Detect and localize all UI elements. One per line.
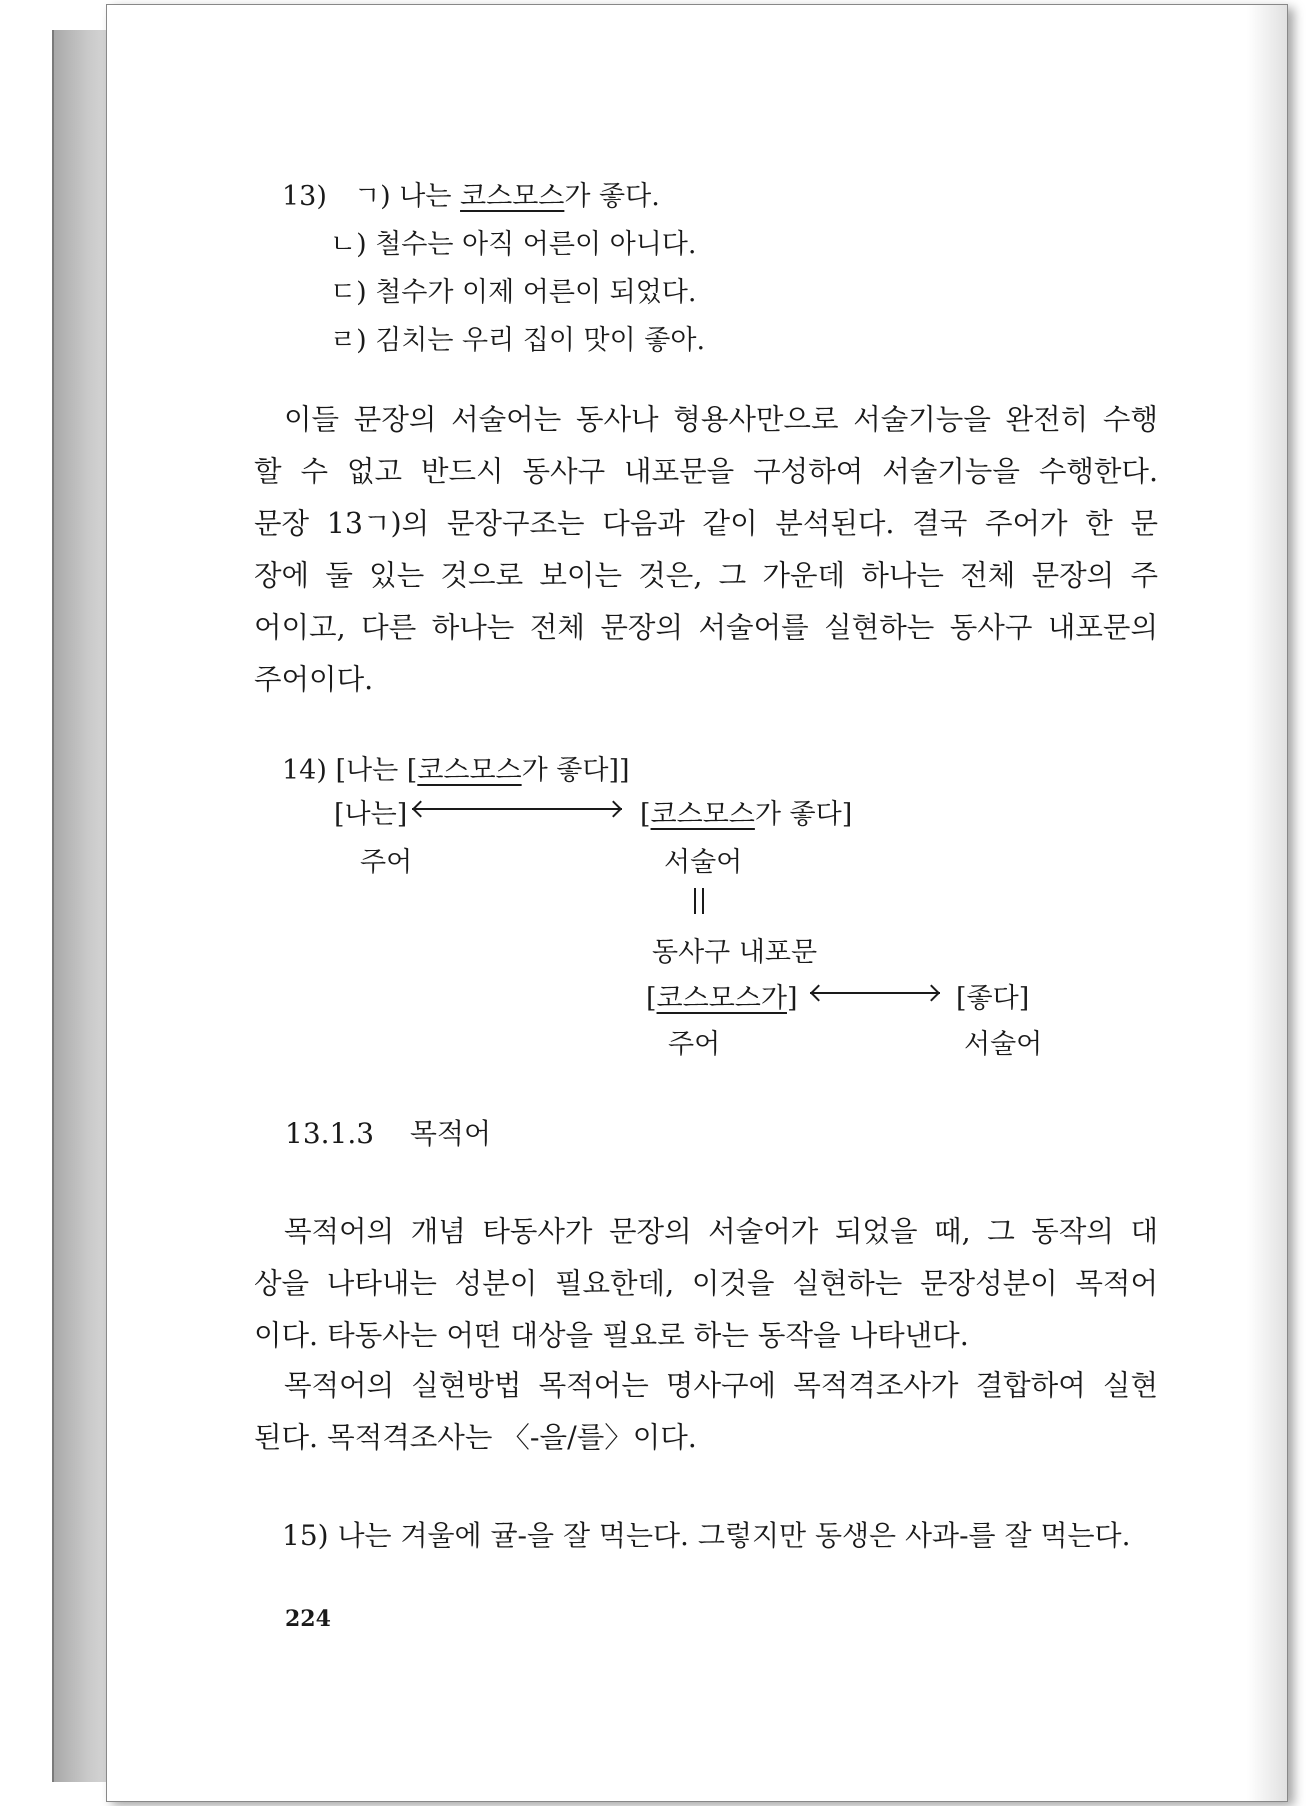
paragraph-line: 어이고, 다른 하나는 전체 문장의 서술어를 실현하는 동사구 내포문의	[254, 611, 1158, 644]
paragraph-line: 이다. 타동사는 어떤 대상을 필요로 하는 동작을 나타낸다.	[254, 1319, 969, 1352]
example-14-predicate-label: 서술어	[664, 847, 743, 878]
example-14-full-pre: [나는 [	[335, 755, 418, 786]
book-spine-edge	[52, 30, 110, 1782]
example-14-right-post: 가 좋다]	[754, 799, 853, 830]
example-15-text: 나는 겨울에 귤-을 잘 먹는다. 그렇지만 동생은 사과-를 잘 먹는다.	[337, 1519, 1131, 1552]
paragraph-object-concept	[254, 1206, 1158, 1362]
example-14-embedded-label: 동사구 내포문	[652, 937, 818, 968]
example-15	[282, 1514, 1131, 1554]
example-13-text-a-post: 가 좋다.	[564, 181, 660, 212]
example-13-text-d: 김치는 우리 집이 맛이 좋아.	[375, 325, 706, 356]
example-14-full-post: 가 좋다]]	[521, 755, 630, 786]
section-number: 13.1.3	[285, 1117, 375, 1150]
example-13-text-a-pre: 나는	[399, 181, 461, 212]
paragraph-object-realization	[254, 1360, 1158, 1464]
example-13-item-b	[330, 222, 696, 261]
example-15-label: 15)	[282, 1519, 329, 1552]
example-13-mark-b: ㄴ)	[330, 229, 367, 260]
example-13-item-a	[282, 174, 660, 213]
example-14-inner-subject: 주어	[668, 1029, 721, 1060]
example-14-inner-predicate: 서술어	[964, 1029, 1043, 1060]
page-number: 224	[285, 1606, 331, 1632]
example-13-mark-d: ㄹ)	[330, 325, 367, 356]
example-14-right-underlined: 코스모스	[650, 799, 755, 830]
example-14-inner-left-pre: [	[646, 983, 657, 1014]
example-14-inner-left-underlined: 코스모스가	[656, 983, 787, 1014]
paragraph-line: 목적어의 실현방법 목적어는 명사구에 목적격조사가 결합하여 실현	[284, 1369, 1158, 1402]
paragraph-line: 이들 문장의 서술어는 동사나 형용사만으로 서술기능을 완전히 수행	[284, 403, 1158, 436]
paragraph-predicate-structure	[254, 394, 1158, 706]
example-14-right-pre: [	[640, 799, 651, 830]
example-14-inner-right: [좋다]	[956, 983, 1030, 1014]
paragraph-line: 장에 둘 있는 것으로 보이는 것은, 그 가운데 하나는 전체 문장의 주	[254, 559, 1158, 592]
example-13-item-d	[330, 318, 705, 357]
example-14-subject-label: 주어	[360, 847, 413, 878]
example-13-mark-a: ㄱ)	[354, 181, 391, 212]
paragraph-line: 주어이다.	[254, 663, 374, 696]
example-14-inner-left	[646, 976, 798, 1015]
example-13-item-c	[330, 270, 696, 309]
example-13-text-c: 철수가 이제 어른이 되었다.	[375, 277, 697, 308]
paragraph-line: 된다. 목적격조사는 〈-을/를〉이다.	[254, 1421, 697, 1454]
example-14-full-underlined: 코스모스	[417, 755, 522, 786]
paragraph-line: 문장 13ㄱ)의 문장구조는 다음과 같이 분석된다. 결국 주어가 한 문	[254, 507, 1158, 540]
example-14-equals-connector	[694, 888, 704, 914]
paragraph-line: 할 수 없고 반드시 동사구 내포문을 구성하여 서술기능을 수행한다.	[254, 455, 1158, 488]
page-edge-shadow	[1247, 5, 1287, 1801]
section-heading	[285, 1112, 491, 1152]
example-13-text-b: 철수는 아직 어른이 아니다.	[375, 229, 697, 260]
example-14-full	[282, 748, 630, 787]
section-title: 목적어	[409, 1117, 492, 1150]
example-14-label: 14)	[282, 755, 327, 786]
example-14-double-arrow-top	[412, 808, 622, 810]
example-13-text-a-underlined: 코스모스	[460, 181, 565, 212]
example-14-inner-left-post: ]	[786, 983, 798, 1014]
example-14-double-arrow-bottom	[810, 992, 940, 994]
example-14-right-bracket	[640, 792, 852, 831]
example-13-mark-c: ㄷ)	[330, 277, 367, 308]
example-13-label: 13)	[282, 181, 327, 212]
paragraph-line: 상을 나타내는 성분이 필요한데, 이것을 실현하는 문장성분이 목적어	[254, 1267, 1158, 1300]
paragraph-line: 목적어의 개념 타동사가 문장의 서술어가 되었을 때, 그 동작의 대	[284, 1215, 1158, 1248]
example-14-left-bracket: [나는]	[334, 799, 408, 830]
